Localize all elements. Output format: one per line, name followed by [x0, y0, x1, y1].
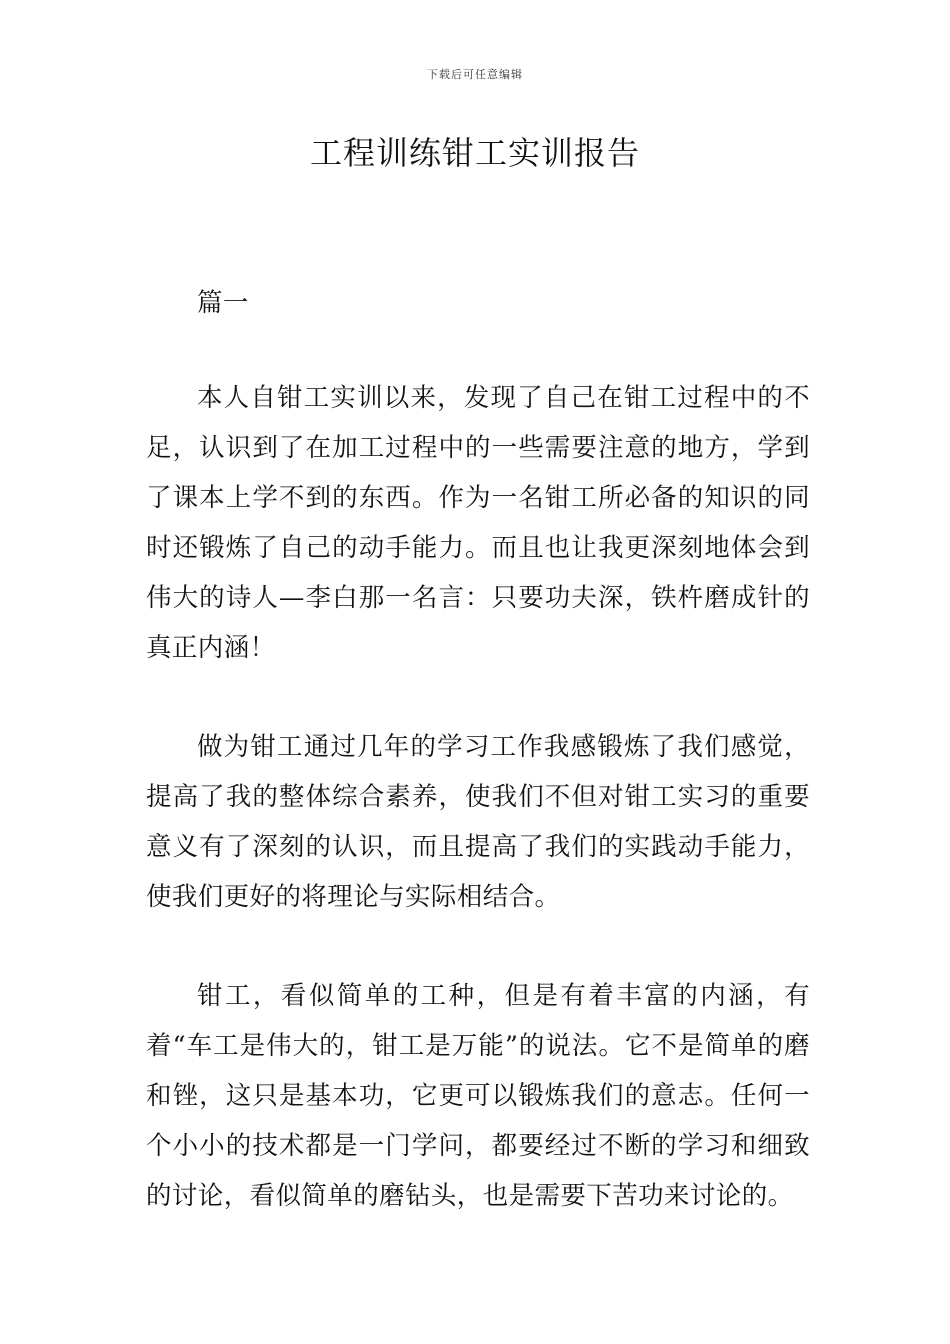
body-paragraph-2: 做为钳工通过几年的学习工作我感锻炼了我们感觉，提高了我的整体综合素养，使我们不但对钳工实习的重要意义有了深刻的认识，而且提高了我们的实践动手能力，使我们更好的将理论与实际相结合。: [146, 732, 810, 912]
header-note: 下载后可任意编辑: [427, 68, 523, 81]
section-label: 篇一: [197, 288, 249, 318]
body-paragraph-3: 钳工，看似简单的工种，但是有着丰富的内涵，有着“车工是伟大的，钳工是万能”的说法。它不是简单的磨和锉，这只是基本功，它更可以锻炼我们的意志。任何一个小小的技术都是一门学问，都要经过不断的学习和细致的讨论，看似简单的磨钻头，也是需要下苦功来讨论的。: [146, 981, 810, 1211]
body-paragraph-1: 本人自钳工实训以来，发现了自己在钳工过程中的不足，认识到了在加工过程中的一些需要注意的地方，学到了课本上学不到的东西。作为一名钳工所必备的知识的同时还锻炼了自己的动手能力。而且也让我更深刻地体会到伟大的诗人—李白那一名言：只要功夫深，铁杵磨成针的真正内涵！: [146, 383, 810, 663]
document-title: 工程训练钳工实训报告: [309, 134, 640, 172]
